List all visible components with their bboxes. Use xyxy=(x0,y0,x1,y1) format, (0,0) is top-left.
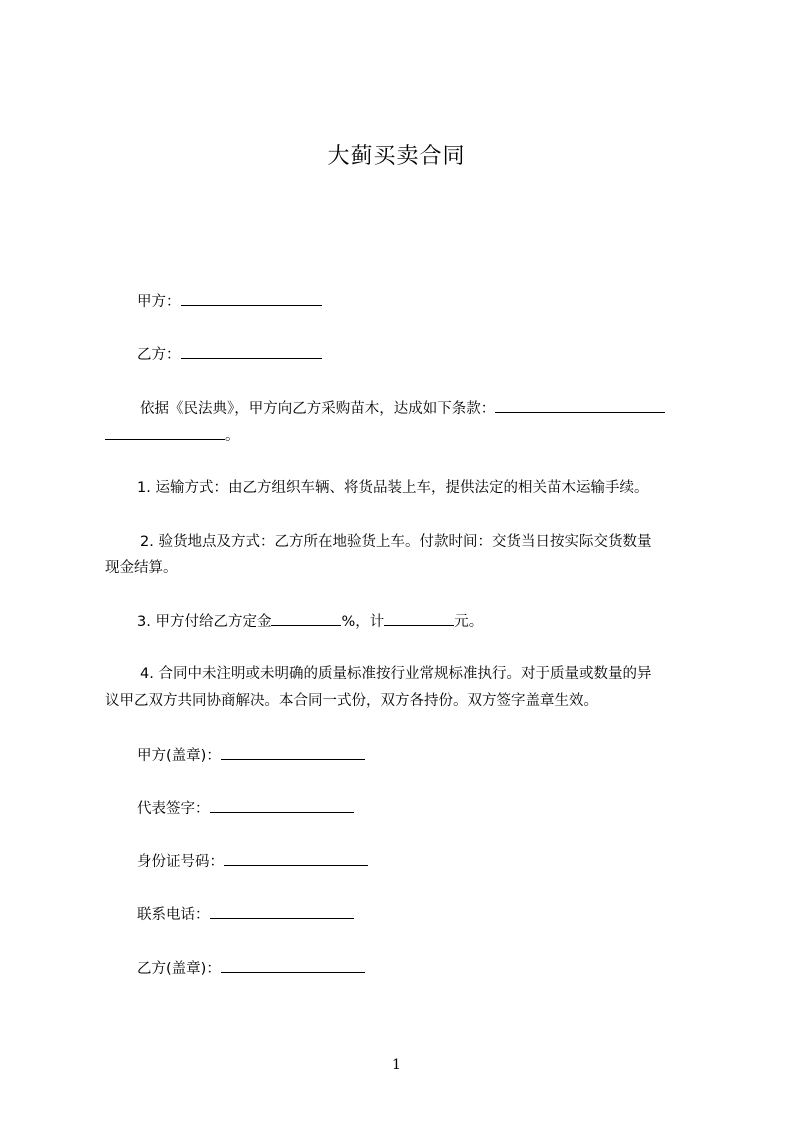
party-a-label: 甲方： xyxy=(137,294,181,310)
sign-id-number-label: 身份证号码： xyxy=(137,854,224,870)
document-title: 大蓟买卖合同 xyxy=(327,144,466,169)
sign-party-a-seal-blank xyxy=(221,745,365,760)
sign-representative xyxy=(137,798,354,819)
intro-end: 。 xyxy=(225,428,240,444)
sign-phone-blank xyxy=(210,904,354,919)
party-b-blank xyxy=(181,344,322,359)
sign-representative-label: 代表签字： xyxy=(137,801,210,817)
clause-3 xyxy=(137,611,483,632)
clause-4-line-2: 议甲乙双方共同协商解决。本合同一式份，双方各持份。双方签字盖章生效。 xyxy=(105,693,598,709)
party-b-line xyxy=(137,344,322,365)
sign-id-number xyxy=(137,851,368,872)
party-a-line xyxy=(137,291,322,312)
sign-party-a-seal-label: 甲方(盖章)： xyxy=(137,748,221,764)
sign-phone-label: 联系电话： xyxy=(137,907,210,923)
deposit-percent-blank xyxy=(271,611,341,626)
sign-party-b-seal-label: 乙方(盖章)： xyxy=(137,961,221,977)
party-a-blank xyxy=(181,291,322,306)
clause-3-mid: %，计 xyxy=(341,614,385,630)
deposit-amount-blank xyxy=(384,611,454,626)
clause-3-prefix: 3. 甲方付给乙方定金 xyxy=(137,614,272,630)
sign-party-a-seal xyxy=(137,745,365,766)
clause-1: 1. 运输方式：由乙方组织车辆、将货品装上车，提供法定的相关苗木运输手续。 xyxy=(137,480,649,496)
clause-4-line-1: 4. 合同中未注明或未明确的质量标准按行业常规标准执行。对于质量或数量的异 xyxy=(140,666,652,682)
intro-line-2 xyxy=(105,425,240,446)
intro-blank-1 xyxy=(495,398,665,413)
party-b-label: 乙方： xyxy=(137,347,181,363)
clause-2-line-2: 现金结算。 xyxy=(105,560,178,576)
intro-text: 依据《民法典》，甲方向乙方采购苗木，达成如下条款： xyxy=(140,401,496,417)
page-number: 1 xyxy=(392,1057,401,1073)
clause-2-line-1: 2. 验货地点及方式：乙方所在地验货上车。付款时间：交货当日按实际交货数量 xyxy=(140,534,652,550)
sign-phone xyxy=(137,904,354,925)
intro-blank-2 xyxy=(105,425,225,440)
sign-party-b-seal-blank xyxy=(221,958,365,973)
sign-representative-blank xyxy=(210,798,354,813)
clause-3-suffix: 元。 xyxy=(454,614,484,630)
sign-party-b-seal xyxy=(137,958,365,979)
sign-id-number-blank xyxy=(224,851,368,866)
intro-line-1 xyxy=(140,398,665,419)
